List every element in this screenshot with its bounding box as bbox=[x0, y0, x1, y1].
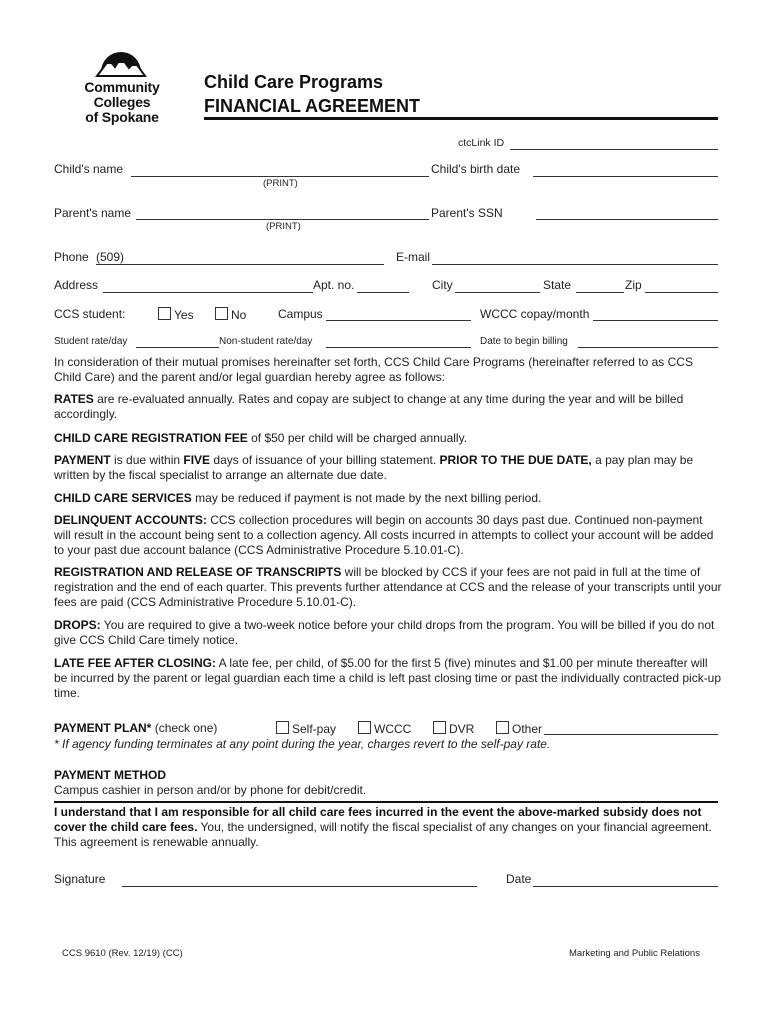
childs-birth-date-label: Child's birth date bbox=[431, 162, 521, 176]
parents-name-field[interactable] bbox=[136, 219, 429, 220]
title-line-1: Child Care Programs bbox=[204, 72, 384, 92]
payment-paragraph bbox=[54, 453, 722, 483]
print-hint: (PRINT) bbox=[263, 178, 298, 189]
payment-method-heading bbox=[54, 768, 166, 782]
date-billing-field[interactable] bbox=[578, 347, 718, 348]
wccc-option[interactable] bbox=[358, 721, 411, 736]
selfpay-option[interactable] bbox=[276, 721, 336, 736]
drops-text: You are required to give a two-week notice before your child drops from the program. You will be billed if you do not give CCS Child Care timely notice. bbox=[54, 618, 715, 647]
rates-heading: RATES bbox=[54, 392, 94, 406]
dvr-checkbox[interactable] bbox=[433, 721, 446, 734]
payment-five: FIVE bbox=[183, 453, 211, 467]
plan-note-text: * If agency funding terminates at any point during the year, charges revert to the self-pay rate. bbox=[54, 737, 551, 751]
email-label: E-mail bbox=[396, 250, 431, 264]
logo-text bbox=[57, 80, 187, 125]
wccc-copay-field[interactable] bbox=[593, 320, 718, 321]
childs-name-field[interactable] bbox=[131, 176, 429, 177]
delinquent-heading: DELINQUENT ACCOUNTS: bbox=[54, 513, 207, 527]
signature-field[interactable] bbox=[122, 886, 477, 887]
services-heading: CHILD CARE SERVICES bbox=[54, 491, 192, 505]
transcripts-text: will be blocked by CCS if your fees are not paid in full at the time of registration and the end of each quarter. This prevents further attendance at CCS and the release of your transcripts until your fees are paid (CCS Administrative Procedure 5.10.01-C). bbox=[54, 565, 722, 609]
logo-line-2: of Spokane bbox=[85, 109, 159, 125]
transcripts-heading: REGISTRATION AND RELEASE OF TRANSCRIPTS bbox=[54, 565, 342, 579]
date-label: Date bbox=[506, 872, 532, 886]
section-rule bbox=[54, 801, 718, 803]
selfpay-checkbox[interactable] bbox=[276, 721, 289, 734]
ccs-student-label: CCS student: bbox=[54, 307, 126, 321]
plan-head: PAYMENT PLAN* bbox=[54, 721, 152, 735]
student-rate-label: Student rate/day bbox=[54, 336, 128, 347]
reg-fee-paragraph bbox=[54, 431, 722, 446]
payment-heading: PAYMENT bbox=[54, 453, 111, 467]
payment-prior: PRIOR TO THE DUE DATE, bbox=[439, 453, 592, 467]
apt-label: Apt. no. bbox=[313, 278, 355, 292]
apt-field[interactable] bbox=[357, 292, 409, 293]
drops-paragraph bbox=[54, 618, 722, 648]
rates-paragraph bbox=[54, 392, 722, 422]
wccc-checkbox[interactable] bbox=[358, 721, 371, 734]
rates-text: are re-evaluated annually. Rates and copay are subject to change at any time during the year and will be billed accordingly. bbox=[54, 392, 684, 421]
wccc-label: WCCC bbox=[374, 722, 412, 736]
ctclink-label: ctcLink ID bbox=[458, 137, 505, 149]
zip-field[interactable] bbox=[645, 292, 718, 293]
campus-field[interactable] bbox=[326, 320, 471, 321]
no-label: No bbox=[231, 308, 247, 322]
yes-checkbox[interactable] bbox=[158, 307, 171, 320]
parents-name-label: Parent's name bbox=[54, 206, 131, 220]
student-rate-field[interactable] bbox=[136, 347, 219, 348]
late-fee-text: A late fee, per child, of $5.00 for the first 5 (five) minutes and $1.00 per minute thereafter will be incurred by the parent or legal guardian each time a child is left past closing time or past the individually contracted pick-up time. bbox=[54, 656, 722, 700]
other-field[interactable] bbox=[544, 734, 718, 735]
method-head: PAYMENT METHOD bbox=[54, 768, 167, 782]
college-logo bbox=[95, 40, 147, 80]
date-billing-label: Date to begin billing bbox=[480, 336, 568, 347]
parents-ssn-label: Parent's SSN bbox=[431, 206, 503, 220]
reg-fee-heading: CHILD CARE REGISTRATION FEE bbox=[54, 431, 248, 445]
header-rule bbox=[204, 117, 718, 120]
state-label: State bbox=[543, 278, 572, 292]
wccc-copay-label: WCCC copay/month bbox=[480, 307, 590, 321]
date-field[interactable] bbox=[533, 886, 718, 887]
childs-name-label: Child's name bbox=[54, 162, 123, 176]
plan-check-text: (check one) bbox=[151, 721, 218, 735]
delinquent-text: CCS collection procedures will begin on accounts 30 days past due. Continued non-payment will result in the account being sent to a collection agency. All costs incurred in attempts to collect your account will be added to your past due account balance (CCS Administrative Procedure 5.10.01-C). bbox=[54, 513, 714, 557]
print-hint: (PRINT) bbox=[266, 221, 301, 232]
signature-label: Signature bbox=[54, 872, 106, 886]
zip-label: Zip bbox=[625, 278, 642, 292]
title-line-2: FINANCIAL AGREEMENT bbox=[204, 96, 420, 116]
other-label: Other bbox=[512, 722, 543, 736]
services-paragraph bbox=[54, 491, 722, 506]
payment-text-3: a pay plan may be written by the fiscal specialist to arrange an alternate due date. bbox=[54, 453, 694, 482]
logo-line-1: Community Colleges bbox=[84, 79, 160, 110]
phone-label: Phone bbox=[54, 250, 89, 264]
payment-method-text: Campus cashier in person and/or by phone for debit/credit. bbox=[54, 783, 367, 797]
other-option[interactable] bbox=[496, 721, 542, 736]
nonstudent-rate-field[interactable] bbox=[326, 347, 471, 348]
phone-field[interactable] bbox=[96, 264, 384, 265]
no-checkbox[interactable] bbox=[215, 307, 228, 320]
city-label: City bbox=[432, 278, 453, 292]
plan-note bbox=[54, 737, 550, 751]
dvr-option[interactable] bbox=[433, 721, 474, 736]
form-id: CCS 9610 (Rev. 12/19) (CC) bbox=[62, 948, 183, 959]
payment-plan-heading bbox=[54, 721, 217, 735]
campus-label: Campus bbox=[278, 307, 323, 321]
childs-birth-date-field[interactable] bbox=[533, 176, 718, 177]
selfpay-label: Self-pay bbox=[292, 722, 337, 736]
reg-fee-text: of $50 per child will be charged annually. bbox=[247, 431, 468, 445]
address-label: Address bbox=[54, 278, 99, 292]
ctclink-field[interactable] bbox=[510, 149, 718, 150]
dvr-label: DVR bbox=[449, 722, 475, 736]
department: Marketing and Public Relations bbox=[569, 948, 700, 959]
understand-bold: I understand that I am responsible for all child care fees incurred in the event the above-marked subsidy does not cover the child care fees. bbox=[54, 805, 702, 834]
parents-ssn-field[interactable] bbox=[536, 219, 718, 220]
state-field[interactable] bbox=[576, 292, 624, 293]
no-option[interactable] bbox=[215, 307, 246, 322]
yes-label: Yes bbox=[174, 308, 194, 322]
transcripts-paragraph bbox=[54, 565, 722, 610]
phone-prefix: (509) bbox=[96, 250, 125, 264]
understand-paragraph bbox=[54, 805, 722, 850]
email-field[interactable] bbox=[432, 264, 718, 265]
city-field[interactable] bbox=[455, 292, 540, 293]
late-fee-heading: LATE FEE AFTER CLOSING: bbox=[54, 656, 216, 670]
yes-option[interactable] bbox=[158, 307, 194, 322]
intro-paragraph: In consideration of their mutual promises hereinafter set forth, CCS Child Care Programs (hereinafter referred to as CCS Child Care) and the parent and/or legal guardian hereby agree as follows: bbox=[54, 355, 693, 384]
other-checkbox[interactable] bbox=[496, 721, 509, 734]
late-fee-paragraph bbox=[54, 656, 722, 701]
address-field[interactable] bbox=[103, 292, 313, 293]
understand-text: You, the undersigned, will notify the fiscal specialist of any changes on your financial agreement. This agreement is renewable annually. bbox=[54, 820, 712, 849]
payment-text-1: is due within bbox=[110, 453, 184, 467]
delinquent-paragraph bbox=[54, 513, 722, 558]
payment-text-2: days of issuance of your billing statement. bbox=[210, 453, 440, 467]
drops-heading: DROPS: bbox=[54, 618, 101, 632]
nonstudent-rate-label: Non-student rate/day bbox=[219, 336, 313, 347]
services-text: may be reduced if payment is not made by the next billing period. bbox=[191, 491, 542, 505]
